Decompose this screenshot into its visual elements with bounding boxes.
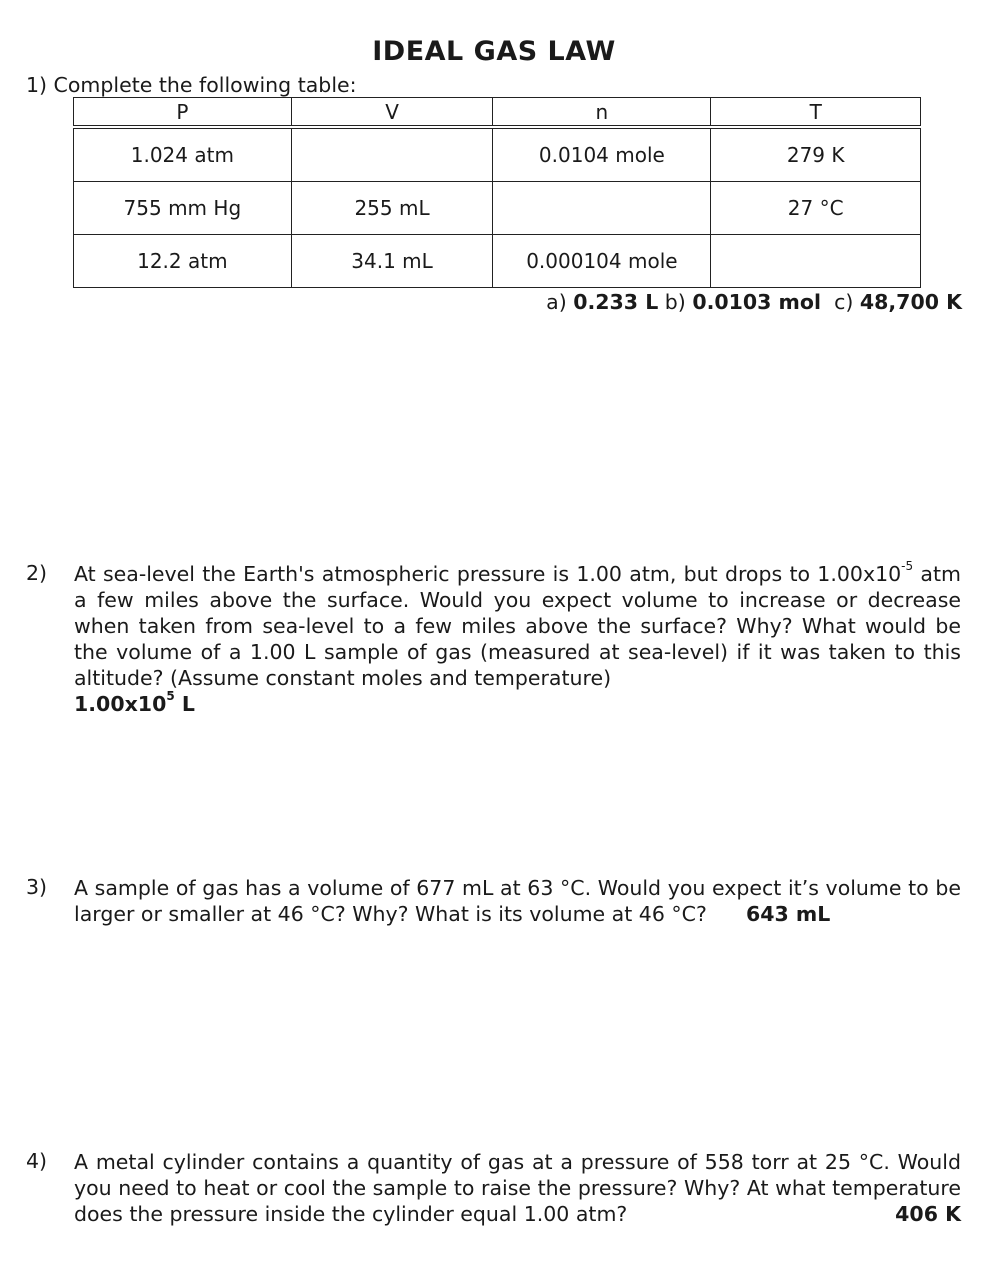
cell-v: 34.1 mL [291,235,493,288]
answer-c-prefix: c) [821,290,860,314]
answer-a: 0.233 L [573,290,659,314]
cell-p: 12.2 atm [74,235,292,288]
table-row [74,127,921,182]
cell-t: 279 K [711,127,921,182]
question-2-answer-exponent: 5 [166,689,175,704]
table-row [74,182,921,235]
cell-n [493,182,711,235]
answer-b-prefix: b) [658,290,693,314]
table-row [74,235,921,288]
question-4-number: 4) [26,1149,48,1173]
question-3-answer: 643 mL [745,902,831,926]
answer-b: 0.0103 mol [692,290,822,314]
question-4-answer: 406 K [895,1202,961,1226]
cell-p: 1.024 atm [74,127,292,182]
question-2-exponent: -5 [901,559,914,574]
question-2-number: 2) [26,561,48,585]
page-title: IDEAL GAS LAW [372,36,616,67]
table-header-row [74,98,921,128]
cell-n: 0.0104 mole [493,127,711,182]
cell-v [291,127,493,182]
question-2-answer [74,691,961,717]
question-2-answer-base: 1.00x10 [74,692,167,716]
question-2-body-end: atm a few miles above the surface. Would you expect volume to increase or decrease when taken from sea-level to a few miles above the surface? Why? What would be the volume of a 1.00 L sample of gas (measured at sea-level) if it was taken to this altitude? (Assume constant moles and temperature) [74,562,961,690]
header-v: V [291,98,493,128]
cell-v: 255 mL [291,182,493,235]
question-3-text [74,875,961,927]
answer-c: 48,700 K [859,290,962,314]
question-4-body: A metal cylinder contains a quantity of gas at a pressure of 558 torr at 25 °C. Would you need to heat or cool the sample to raise the pressure? Why? At what temperature does the pressure inside the cylinder equal 1.00 atm? [74,1150,961,1226]
question-3-number: 3) [26,875,48,899]
question-2-text [74,561,961,717]
question-3-body: A sample of gas has a volume of 677 mL at 63 °C. Would you expect it’s volume to be larger or smaller at 46 °C? Why? What is its volume at 46 °C? [74,876,961,926]
answer-a-prefix: a) [546,290,574,314]
question-4-text [74,1149,961,1227]
cell-t [711,235,921,288]
question-2-body-start: At sea-level the Earth's atmospheric pressure is 1.00 atm, but drops to 1.00x10 [74,562,902,586]
question-1-label: 1) Complete the following table: [26,73,357,97]
question-2-answer-unit: L [174,692,195,716]
cell-t: 27 °C [711,182,921,235]
cell-p: 755 mm Hg [74,182,292,235]
header-n: n [493,98,711,128]
gas-law-table [73,97,921,288]
header-p: P [74,98,292,128]
header-t: T [711,98,921,128]
cell-n: 0.000104 mole [493,235,711,288]
question-1-answers [546,290,962,314]
